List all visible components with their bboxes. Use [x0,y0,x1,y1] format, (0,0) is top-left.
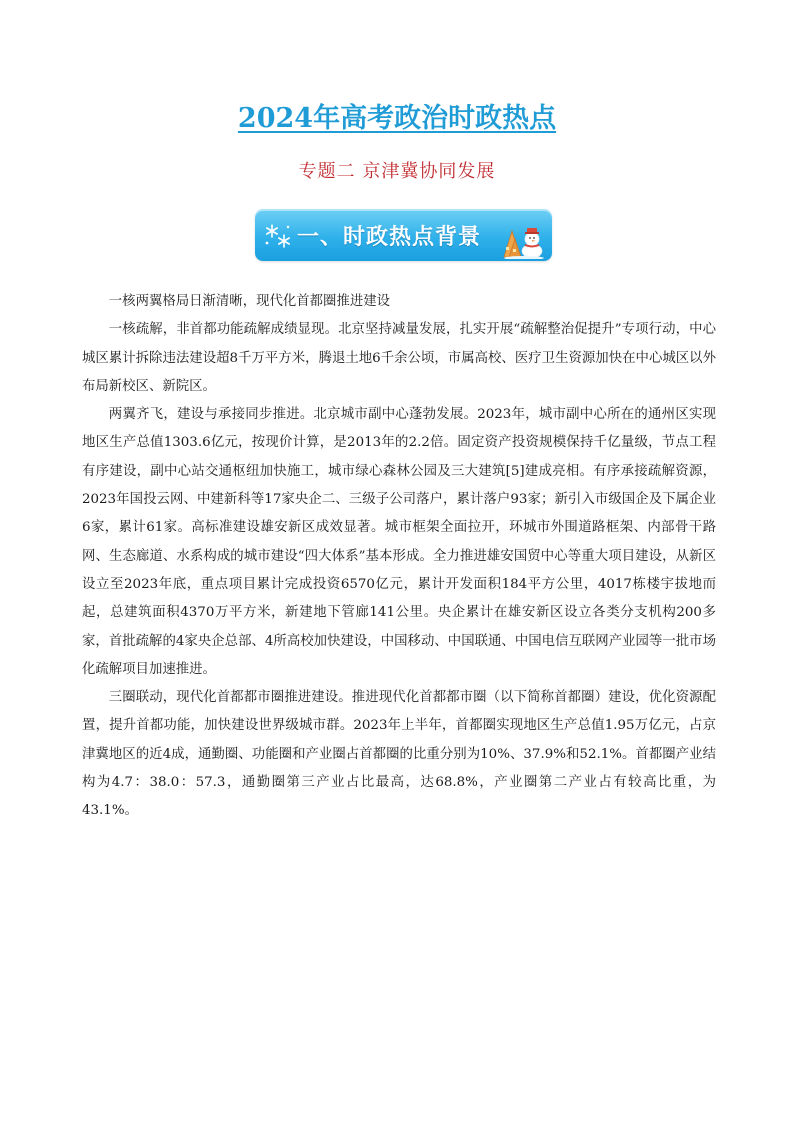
body-paragraph: 两翼齐飞，建设与承接同步推进。北京城市副中心蓬勃发展。2023年，城市副中心所在的通州区实现地区生产总值1303.6亿元，按现价计算，是2013年的2.2倍。固定资产投资规模保持千亿量级，节点工程有序建设，副中心站交通枢纽加快施工，城市绿心森林公园及三大建筑[5]建成亮相。有序承接疏解资源，2023年国投云网、中建新科等17家央企二、三级子公司落户，累计落户93家；新引入市级国企及下属企业6家，累计61家。高标准建设雄安新区成效显著。城市框架全面拉开，环城市外围道路框架、内部骨干路网、生态廊道、水系构成的城市建设“四大体系”基本形成。全力推进雄安国贸中心等重大项目建设，从新区设立至2023年底，重点项目累计完成投资6570亿元，累计开发面积184平方公里，4017栋楼宇拔地而起，总建筑面积4370万平方米，新建地下管廊141公里。央企累计在雄安新区设立各类分支机构200多家，首批疏解的4家央企总部、4所高校加快建设，中国移动、中国联通、中国电信互联网产业园等一批市场化疏解项目加速推进。 [82,407,716,677]
section-banner [255,209,552,261]
document-body [82,288,716,826]
snowflake-icon [263,221,293,251]
page-subtitle: 专题二 京津冀协同发展 [298,161,496,182]
section-banner-label: 一、时政热点背景 [297,225,482,250]
snowman-icon [502,217,546,259]
body-paragraph-heading: 一核两翼格局日渐清晰，现代化首都圈推进建设 [108,294,390,309]
page-title: 2024年高考政治时政热点 [237,103,557,134]
body-paragraph: 三圈联动，现代化首都都市圈推进建设。推进现代化首都都市圈（以下简称首都圈）建设，优化资源配置，提升首都功能，加快建设世界级城市群。2023年上半年，首都圈实现地区生产总值1.95万亿元，占京津冀地区的近4成，通勤圈、功能圈和产业圈占首都圈的比重分别为10%、37.9%和52.1%。首都圈产业结构为4.7：38.0：57.3，通勤圈第三产业占比最高，达68.8%，产业圈第二产业占有较高比重，为43.1%。 [82,690,716,819]
body-paragraph: 一核疏解，非首都功能疏解成绩显现。北京坚持减量发展，扎实开展“疏解整治促提升”专项行动，中心城区累计拆除违法建设超8千万平方米，腾退土地6千余公顷，市属高校、医疗卫生资源加快在中心城区以外布局新校区、新院区。 [82,322,716,394]
